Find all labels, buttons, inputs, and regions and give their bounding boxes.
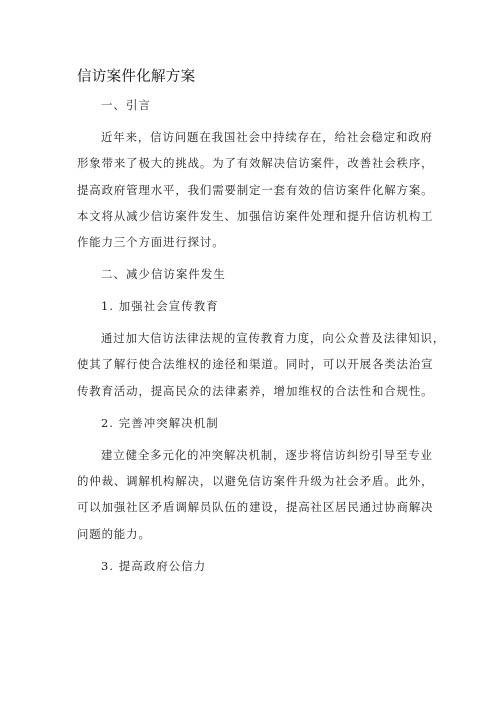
section-heading-reduce-cases: 二、减少信访案件发生: [101, 267, 226, 281]
paragraph-line: 本文将从减少信访案件发生、加强信访案件处理和提升信访机构工: [77, 209, 434, 223]
paragraph-line: 提高政府管理水平，我们需要制定一套有效的信访案件化解方案。: [77, 183, 434, 197]
paragraph-line: 传教育活动，提高民众的法律素养，增加维权的合法性和合规性。: [77, 384, 434, 398]
section-heading-introduction: 一、引言: [101, 98, 151, 112]
paragraph-line: 通过加大信访法律法规的宣传教育力度，向公众普及法律知识，: [101, 331, 446, 345]
paragraph-line: 可以加强社区矛盾调解员队伍的建设，提高社区居民通过协商解决: [77, 500, 434, 514]
document-title: 信访案件化解方案: [77, 69, 196, 85]
paragraph-line: 形象带来了极大的挑战。为了有效解决信访案件，改善社会秩序，: [77, 156, 434, 170]
paragraph-line: 的仲裁、调解机构解决，以避免信访案件升级为社会矛盾。此外，: [77, 474, 434, 488]
paragraph-line: 建立健全多元化的冲突解决机制，逐步将信访纠纷引导至专业: [101, 448, 433, 462]
paragraph-line: 使其了解行使合法维权的途径和渠道。同时，可以开展各类法治宣: [77, 357, 434, 371]
subsection-heading-credibility: 3. 提高政府公信力: [101, 559, 207, 573]
paragraph-line: 近年来，信访问题在我国社会中持续存在，给社会稳定和政府: [101, 130, 433, 144]
paragraph-line: 问题的能力。: [77, 527, 151, 541]
subsection-heading-conflict-resolution: 2. 完善冲突解决机制: [101, 416, 219, 430]
subsection-heading-publicity: 1. 加强社会宣传教育: [101, 299, 219, 313]
paragraph-line: 作能力三个方面进行探讨。: [77, 235, 225, 249]
